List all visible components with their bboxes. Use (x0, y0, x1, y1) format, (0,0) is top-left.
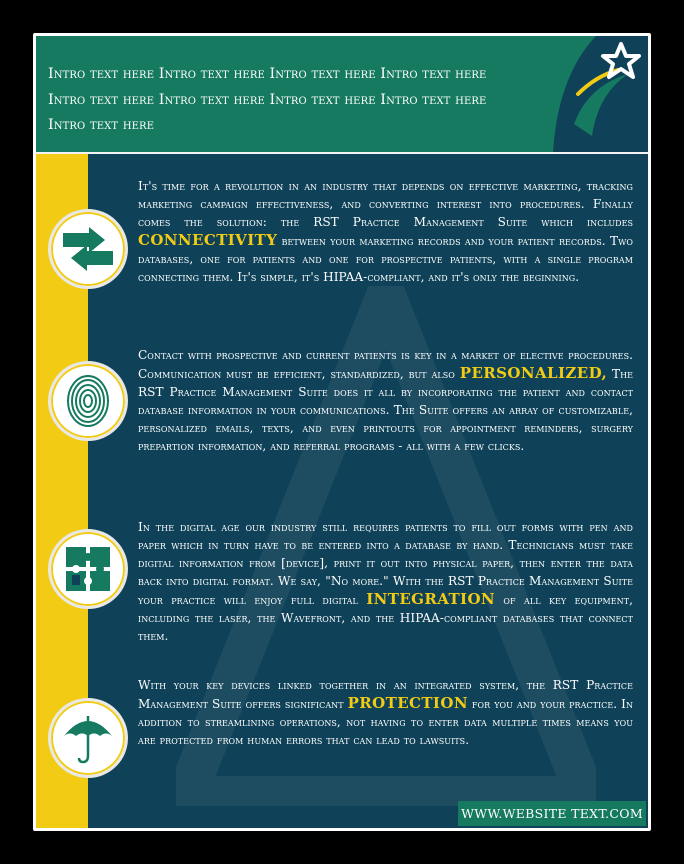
section-integration (138, 518, 633, 645)
section-text: between your marketing records and your patient records. Two databases, one for patients and one for prospective patients, with a single program connecting them. It's simple, it's HIPAA-compliant, and it's only the beginning. (138, 234, 633, 284)
keyword-protection: PROTECTION (347, 694, 468, 712)
intro-text: Intro text here Intro text here Intro text here Intro text here Intro text here Intro text here Intro text here Intro text here Intro text here (48, 66, 487, 133)
fingerprint-icon (66, 374, 110, 428)
section-protection (138, 676, 633, 749)
website-footer: WWW.WEBSITE TEXT.COM (458, 801, 646, 826)
header-banner (36, 36, 648, 154)
keyword-connectivity: CONNECTIVITY (138, 231, 278, 249)
section-personalized (138, 346, 633, 455)
section-text: With your key devices linked together in an integrated system, the RST Practice Management Suite offers significant (138, 678, 633, 711)
keyword-personalized: PERSONALIZED, (459, 364, 608, 382)
keyword-integration: INTEGRATION (366, 590, 496, 608)
puzzle-icon (64, 545, 112, 593)
section-text: for you and your practice. In addition to streamlining operations, not having to enter data multiple times means you are protected from human errors that can lead to lawsuits. (138, 697, 633, 747)
logo-star-icon (518, 36, 648, 152)
arrows-exchange-icon (61, 227, 115, 271)
page-frame (33, 33, 651, 831)
flyer (36, 36, 648, 828)
connectivity-icon-circle (48, 209, 128, 289)
integration-icon-circle (48, 529, 128, 609)
personalized-icon-circle (48, 361, 128, 441)
protection-icon-circle (48, 698, 128, 778)
section-text: of all key equipment, including the laser, the Wavefront, and the HIPAA-compliant databases that connect them. (138, 593, 633, 643)
section-text: In the digital age our industry still requires patients to fill out forms with pen and paper which in turn have to be entered into a database by hand. Technicians must take digital information from [device], print it out into physical paper, then enter the data back into digital format. We say, "No more." With the RST Practice Management Suite your practice will enjoy full digital (138, 520, 633, 607)
section-text: The RST Practice Management Suite does it all by incorporating the patient and contact database information in your communications. The Suite offers an array of customizable, personalized emails, texts, and even printouts for appointment reminders, surgery prepartion information, and referral programs - all with a few clicks. (138, 367, 633, 453)
umbrella-icon (62, 712, 114, 764)
section-connectivity (138, 177, 633, 286)
section-text: Contact with prospective and current patients is key in a market of elective procedures. Communication must be efficient, standardized, but also (138, 348, 633, 381)
section-text: It's time for a revolution in an industry that depends on effective marketing, tracking marketing campaign effectiveness, and converting interest into procedures. Finally comes the solution: the RST Practice Management Suite which includes (138, 179, 633, 229)
